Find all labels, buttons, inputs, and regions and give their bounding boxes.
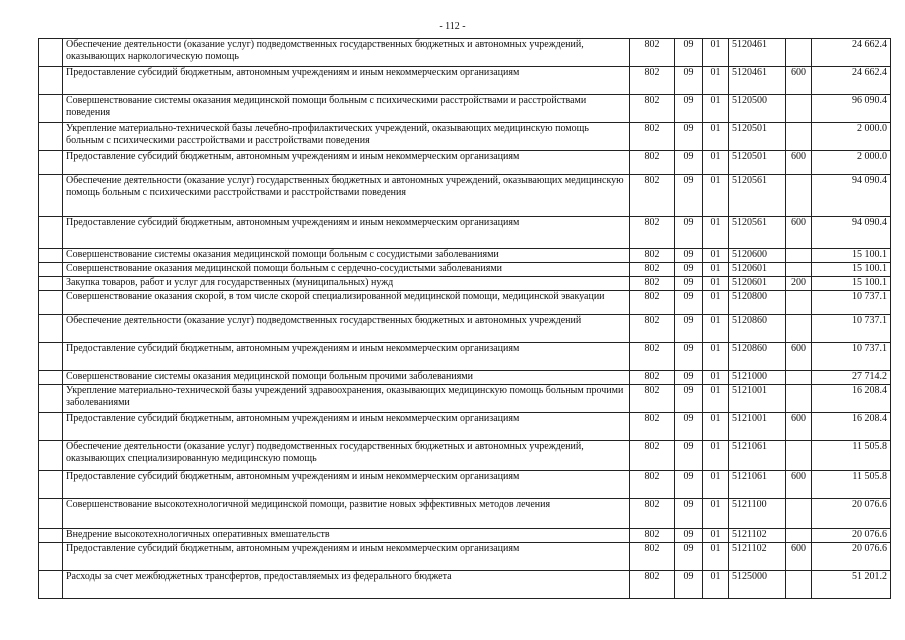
section-cell: 09 [675,413,703,441]
section-cell: 09 [675,249,703,263]
table-row [39,385,891,413]
subsection-cell: 01 [703,441,729,471]
code-cell: 802 [630,529,675,543]
section-cell: 09 [675,67,703,95]
expense-name-cell: Обеспечение деятельности (оказание услуг) подведомственных государственных бюджетных и автономных учреждений, оказывающих наркологическую помощь [63,39,630,67]
expense-type-cell [786,529,812,543]
page-number: - 112 - [439,21,466,32]
budget-table [38,38,891,599]
expense-name-cell: Обеспечение деятельности (оказание услуг) подведомственных государственных бюджетных и автономных учреждений [63,315,630,343]
code-cell: 802 [630,277,675,291]
target-article-cell: 5120601 [729,277,786,291]
section-cell: 09 [675,499,703,529]
code-cell: 802 [630,471,675,499]
target-article-cell: 5121000 [729,371,786,385]
amount-cell: 96 090.4 [812,95,891,123]
expense-type-cell [786,499,812,529]
subsection-cell: 01 [703,217,729,249]
row-margin-cell [39,123,63,151]
expense-name-cell: Укрепление материально-технической базы учреждений здравоохранения, оказывающих медицинскую помощь больным прочими заболеваниями [63,385,630,413]
subsection-cell: 01 [703,67,729,95]
amount-cell: 94 090.4 [812,175,891,217]
target-article-cell: 5125000 [729,571,786,599]
amount-cell: 16 208.4 [812,385,891,413]
section-cell: 09 [675,263,703,277]
row-margin-cell [39,441,63,471]
table-row [39,543,891,571]
expense-type-cell [786,385,812,413]
row-margin-cell [39,471,63,499]
row-margin-cell [39,277,63,291]
target-article-cell: 5121102 [729,529,786,543]
expense-type-cell [786,95,812,123]
subsection-cell: 01 [703,249,729,263]
row-margin-cell [39,371,63,385]
section-cell: 09 [675,39,703,67]
section-cell: 09 [675,95,703,123]
amount-cell: 15 100.1 [812,263,891,277]
expense-name-cell: Укрепление материально-технической базы лечебно-профилактических учреждений, оказывающих медицинскую помощь больным с психическими расстройствами и расстройствами поведения [63,123,630,151]
subsection-cell: 01 [703,39,729,67]
table-row [39,39,891,67]
code-cell: 802 [630,39,675,67]
section-cell: 09 [675,471,703,499]
amount-cell: 11 505.8 [812,441,891,471]
expense-type-cell: 200 [786,277,812,291]
amount-cell: 15 100.1 [812,249,891,263]
section-cell: 09 [675,529,703,543]
subsection-cell: 01 [703,175,729,217]
row-margin-cell [39,67,63,95]
amount-cell: 10 737.1 [812,343,891,371]
expense-name-cell: Предоставление субсидий бюджетным, автономным учреждениям и иным некоммерческим организациям [63,67,630,95]
code-cell: 802 [630,123,675,151]
row-margin-cell [39,413,63,441]
code-cell: 802 [630,343,675,371]
expense-name-cell: Совершенствование высокотехнологичной медицинской помощи, развитие новых эффективных методов лечения [63,499,630,529]
section-cell: 09 [675,123,703,151]
subsection-cell: 01 [703,371,729,385]
expense-type-cell: 600 [786,67,812,95]
table-row [39,499,891,529]
expense-name-cell: Закупка товаров, работ и услуг для государственных (муниципальных) нужд [63,277,630,291]
expense-type-cell [786,571,812,599]
expense-name-cell: Расходы за счет межбюджетных трансфертов, предоставляемых из федерального бюджета [63,571,630,599]
expense-name-cell: Совершенствование системы оказания медицинской помощи больным прочими заболеваниями [63,371,630,385]
row-margin-cell [39,263,63,277]
expense-name-cell: Совершенствование системы оказания медицинской помощи больным с психическими расстройствами и расстройствами поведения [63,95,630,123]
table-row [39,67,891,95]
table-row [39,371,891,385]
code-cell: 802 [630,175,675,217]
amount-cell: 16 208.4 [812,413,891,441]
expense-name-cell: Совершенствование системы оказания медицинской помощи больным с сосудистыми заболеваниями [63,249,630,263]
target-article-cell: 5120501 [729,123,786,151]
table-row [39,291,891,315]
row-margin-cell [39,499,63,529]
code-cell: 802 [630,67,675,95]
amount-cell: 2 000.0 [812,151,891,175]
row-margin-cell [39,175,63,217]
amount-cell: 20 076.6 [812,499,891,529]
amount-cell: 94 090.4 [812,217,891,249]
subsection-cell: 01 [703,529,729,543]
expense-type-cell [786,441,812,471]
code-cell: 802 [630,95,675,123]
expense-type-cell: 600 [786,471,812,499]
code-cell: 802 [630,151,675,175]
table-row [39,571,891,599]
subsection-cell: 01 [703,499,729,529]
row-margin-cell [39,291,63,315]
section-cell: 09 [675,543,703,571]
amount-cell: 10 737.1 [812,291,891,315]
subsection-cell: 01 [703,343,729,371]
table-row [39,151,891,175]
code-cell: 802 [630,249,675,263]
target-article-cell: 5120561 [729,175,786,217]
row-margin-cell [39,151,63,175]
code-cell: 802 [630,263,675,277]
table-row [39,95,891,123]
expense-type-cell: 600 [786,543,812,571]
target-article-cell: 5121100 [729,499,786,529]
subsection-cell: 01 [703,385,729,413]
table-row [39,123,891,151]
amount-cell: 20 076.6 [812,529,891,543]
expense-type-cell [786,175,812,217]
subsection-cell: 01 [703,291,729,315]
row-margin-cell [39,217,63,249]
row-margin-cell [39,343,63,371]
amount-cell: 20 076.6 [812,543,891,571]
table-row [39,529,891,543]
table-row [39,263,891,277]
code-cell: 802 [630,217,675,249]
row-margin-cell [39,385,63,413]
expense-type-cell: 600 [786,413,812,441]
subsection-cell: 01 [703,123,729,151]
row-margin-cell [39,95,63,123]
row-margin-cell [39,39,63,67]
section-cell: 09 [675,343,703,371]
expense-type-cell [786,263,812,277]
section-cell: 09 [675,151,703,175]
target-article-cell: 5120461 [729,67,786,95]
code-cell: 802 [630,499,675,529]
section-cell: 09 [675,217,703,249]
expense-type-cell [786,371,812,385]
target-article-cell: 5120561 [729,217,786,249]
subsection-cell: 01 [703,95,729,123]
section-cell: 09 [675,441,703,471]
subsection-cell: 01 [703,571,729,599]
target-article-cell: 5120800 [729,291,786,315]
amount-cell: 24 662.4 [812,67,891,95]
table-row [39,343,891,371]
row-margin-cell [39,543,63,571]
expense-type-cell [786,123,812,151]
section-cell: 09 [675,291,703,315]
code-cell: 802 [630,291,675,315]
target-article-cell: 5121061 [729,471,786,499]
table-row [39,175,891,217]
row-margin-cell [39,249,63,263]
table-row [39,217,891,249]
code-cell: 802 [630,543,675,571]
target-article-cell: 5121061 [729,441,786,471]
row-margin-cell [39,529,63,543]
table-row [39,315,891,343]
code-cell: 802 [630,571,675,599]
table-row [39,441,891,471]
code-cell: 802 [630,385,675,413]
target-article-cell: 5121102 [729,543,786,571]
expense-name-cell: Предоставление субсидий бюджетным, автономным учреждениям и иным некоммерческим организациям [63,471,630,499]
target-article-cell: 5120600 [729,249,786,263]
section-cell: 09 [675,315,703,343]
subsection-cell: 01 [703,151,729,175]
subsection-cell: 01 [703,277,729,291]
code-cell: 802 [630,413,675,441]
table-row [39,277,891,291]
expense-name-cell: Внедрение высокотехнологичных оперативных вмешательств [63,529,630,543]
section-cell: 09 [675,175,703,217]
expense-name-cell: Совершенствование оказания скорой, в том числе скорой специализированной медицинской помощи, медицинской эвакуации [63,291,630,315]
subsection-cell: 01 [703,315,729,343]
subsection-cell: 01 [703,263,729,277]
target-article-cell: 5120860 [729,343,786,371]
expense-name-cell: Предоставление субсидий бюджетным, автономным учреждениям и иным некоммерческим организациям [63,151,630,175]
section-cell: 09 [675,371,703,385]
section-cell: 09 [675,385,703,413]
expense-name-cell: Предоставление субсидий бюджетным, автономным учреждениям и иным некоммерческим организациям [63,217,630,249]
amount-cell: 10 737.1 [812,315,891,343]
table-row [39,249,891,263]
target-article-cell: 5120860 [729,315,786,343]
row-margin-cell [39,315,63,343]
expense-type-cell: 600 [786,343,812,371]
target-article-cell: 5120461 [729,39,786,67]
code-cell: 802 [630,441,675,471]
expense-type-cell [786,291,812,315]
expense-name-cell: Обеспечение деятельности (оказание услуг) подведомственных государственных бюджетных и автономных учреждений, оказывающих специализированную медицинскую помощь [63,441,630,471]
target-article-cell: 5121001 [729,413,786,441]
budget-table-body [39,39,891,599]
amount-cell: 11 505.8 [812,471,891,499]
amount-cell: 2 000.0 [812,123,891,151]
expense-name-cell: Предоставление субсидий бюджетным, автономным учреждениям и иным некоммерческим организациям [63,343,630,371]
expense-name-cell: Обеспечение деятельности (оказание услуг) государственных бюджетных и автономных учреждений, оказывающих медицинскую помощь больным с психическими расстройствами и расстройствами поведения [63,175,630,217]
code-cell: 802 [630,371,675,385]
expense-type-cell [786,249,812,263]
expense-type-cell: 600 [786,151,812,175]
expense-name-cell: Совершенствование оказания медицинской помощи больным с сердечно-сосудистыми заболеваниями [63,263,630,277]
subsection-cell: 01 [703,471,729,499]
amount-cell: 51 201.2 [812,571,891,599]
target-article-cell: 5120501 [729,151,786,175]
target-article-cell: 5120601 [729,263,786,277]
table-row [39,471,891,499]
row-margin-cell [39,571,63,599]
table-row [39,413,891,441]
section-cell: 09 [675,571,703,599]
code-cell: 802 [630,315,675,343]
subsection-cell: 01 [703,543,729,571]
subsection-cell: 01 [703,413,729,441]
target-article-cell: 5120500 [729,95,786,123]
expense-type-cell: 600 [786,217,812,249]
amount-cell: 24 662.4 [812,39,891,67]
expense-name-cell: Предоставление субсидий бюджетным, автономным учреждениям и иным некоммерческим организациям [63,413,630,441]
section-cell: 09 [675,277,703,291]
amount-cell: 27 714.2 [812,371,891,385]
expense-type-cell [786,315,812,343]
expense-type-cell [786,39,812,67]
target-article-cell: 5121001 [729,385,786,413]
expense-name-cell: Предоставление субсидий бюджетным, автономным учреждениям и иным некоммерческим организациям [63,543,630,571]
amount-cell: 15 100.1 [812,277,891,291]
